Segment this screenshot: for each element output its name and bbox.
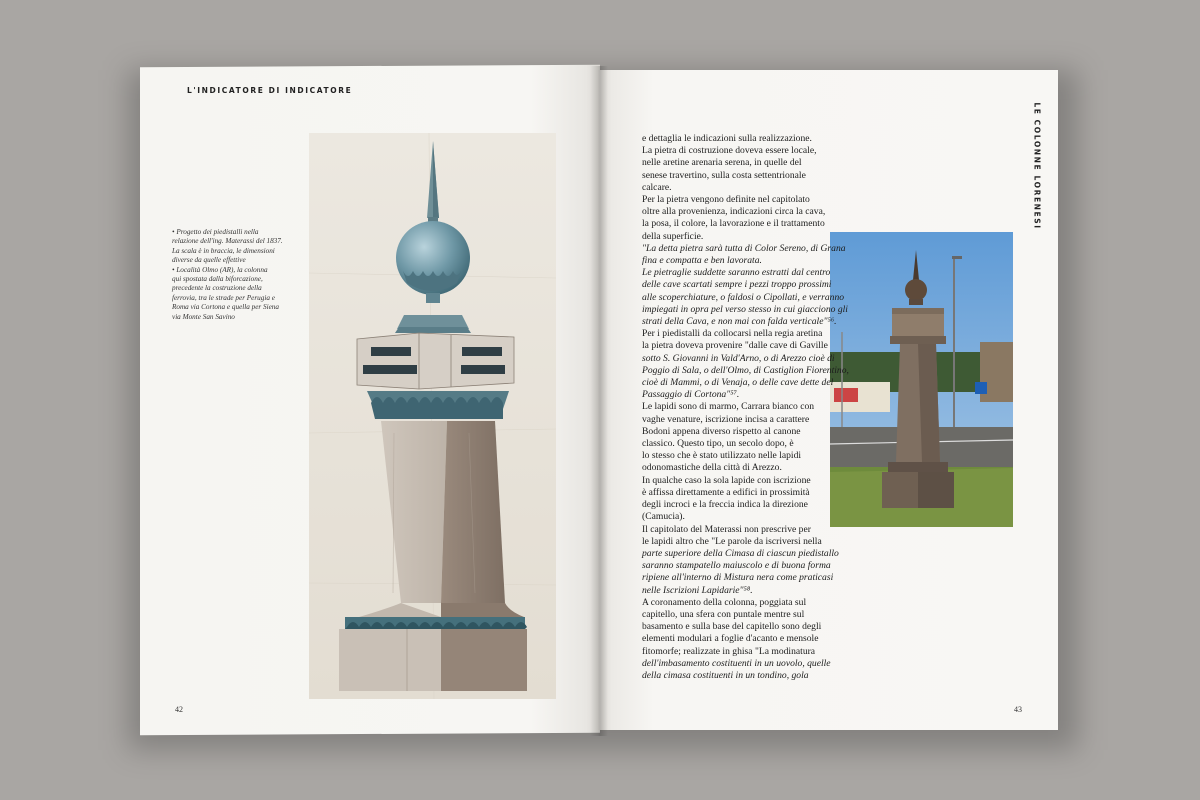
pedestal-drawing bbox=[309, 133, 556, 699]
text-line: impiegati in opra pel verso stesso in cui giacciono gli bbox=[642, 303, 848, 315]
text-line: "La detta pietra sarà tutta di Color Sereno, di Grana bbox=[642, 242, 846, 254]
text-line: parte superiore della Cimasa di ciascun piedistallo bbox=[642, 547, 839, 559]
text-line: basamento e sulla base del capitello sono degli bbox=[642, 621, 822, 633]
text-line: della cimasa costituenti in un tondino, gola bbox=[642, 669, 809, 681]
text-line: In qualche caso la sola lapide con iscrizione bbox=[642, 474, 811, 486]
running-head: L'INDICATORE DI INDICATORE bbox=[187, 86, 353, 95]
text-line: delle cave scartati sempre i pezzi troppo prossimi bbox=[642, 279, 832, 291]
caption-line: relazione dell'ing. Materassi del 1837. bbox=[172, 237, 283, 246]
caption-line: diverse da quelle effettive bbox=[172, 256, 246, 265]
text-line: sotto S. Giovanni in Vald'Arno, o di Arezzo cioè di bbox=[642, 352, 835, 364]
text-line: A coronamento della colonna, poggiata sul bbox=[642, 596, 807, 608]
caption-line: La scala è in braccia, le dimensioni bbox=[172, 246, 275, 255]
text-line: Il capitolato del Materassi non prescrive per bbox=[642, 523, 811, 535]
text-line: Per i piedistalli da collocarsi nella regia aretina bbox=[642, 328, 823, 340]
body-text bbox=[642, 133, 850, 682]
caption-line: qui spostata dalla biforcazione, bbox=[172, 275, 263, 284]
text-line: le lapidi altro che "Le parole da iscriversi nella bbox=[642, 535, 822, 547]
text-line: è affissa direttamente a edifici in prossimità bbox=[642, 486, 810, 498]
text-line: oltre alla provenienza, indicazioni circa la cava, bbox=[642, 206, 826, 218]
text-line: capitello, una sfera con puntale mentre sul bbox=[642, 608, 805, 620]
text-line: nelle Iscrizioni Lapidarie"⁵⁸. bbox=[642, 584, 753, 596]
text-line: calcare. bbox=[642, 181, 672, 193]
text-line: alle scoperchiature, o faldosi o Cipollati, e verranno bbox=[642, 291, 845, 303]
text-line: classico. Questo tipo, un secolo dopo, è bbox=[642, 438, 794, 450]
text-line: Le lapidi sono di marmo, Carrara bianco con bbox=[642, 401, 815, 413]
text-line: (Camucia). bbox=[642, 511, 685, 523]
book-gutter bbox=[590, 66, 608, 736]
caption-line: • Progetto dei piedistalli nella bbox=[172, 228, 259, 236]
side-running-head bbox=[1031, 86, 1043, 246]
text-line: lo stesso che è stato utilizzato nelle lapidi bbox=[642, 450, 802, 462]
text-line: Poggio di Sala, o dell'Olmo, di Castiglion Fiorentino, bbox=[642, 364, 849, 376]
text-line: odonomastiche della città di Arezzo. bbox=[642, 462, 782, 474]
caption-line: via Monte San Savino bbox=[172, 312, 235, 321]
caption-line: ferrovia, tra le strade per Perugia e bbox=[172, 293, 275, 302]
text-line: fina e compatta e ben lavorata. bbox=[642, 255, 762, 267]
text-line: vaghe venature, iscrizione incisa a carattere bbox=[642, 413, 810, 425]
page-number-right: 43 bbox=[1014, 705, 1022, 714]
text-line: degli incroci e la freccia indica la direzione bbox=[642, 499, 808, 511]
text-line: saranno stampatello maiuscolo e di buona forma bbox=[642, 560, 831, 572]
text-line: La pietra di costruzione doveva essere locale, bbox=[642, 145, 817, 157]
caption-line: • Località Olmo (AR), la colonna bbox=[172, 265, 268, 274]
text-line: la posa, il colore, la lavorazione e il trattamento bbox=[642, 218, 825, 230]
text-line: la pietra doveva provenire "dalle cave di Gaville bbox=[642, 340, 828, 352]
text-line: strati della Cava, e non mai con falda verticale"⁵⁶. bbox=[642, 316, 837, 328]
text-line: fitomorfe; realizzate in ghisa "La modinatura bbox=[642, 645, 816, 657]
text-line: Passaggio di Cortona"⁵⁷. bbox=[642, 389, 740, 401]
roadside-column-photo bbox=[830, 232, 1013, 527]
text-line: Per la pietra vengono definite nel capitolato bbox=[642, 194, 810, 206]
text-line: Bodoni appena diverso rispetto al canone bbox=[642, 425, 801, 437]
text-line: cioè di Mammi, o di Venaja, o delle cave dette del bbox=[642, 377, 834, 389]
text-line: dell'imbasamento costituenti in un uovolo, quelle bbox=[642, 657, 831, 669]
text-line: Le pietraglie suddette saranno estratti dal centro bbox=[642, 267, 831, 279]
figure-caption bbox=[172, 228, 304, 322]
side-head-text: LE COLONNE LORENESI bbox=[1032, 102, 1042, 230]
text-line: della superficie. bbox=[642, 230, 704, 242]
caption-line: precedente la costruzione della bbox=[172, 284, 262, 293]
text-line: e dettaglia le indicazioni sulla realizzazione. bbox=[642, 133, 812, 144]
text-line: elementi modulari a foglie d'acanto e mensole bbox=[642, 633, 819, 645]
page-number-left: 42 bbox=[175, 705, 183, 714]
text-line: nelle aretine arenaria serena, in quelle del bbox=[642, 157, 802, 169]
text-line: senese travertino, sulla costa settentrionale bbox=[642, 169, 806, 181]
text-line: ripiene all'interno di Mistura nera come praticasi bbox=[642, 572, 834, 584]
caption-line: Roma via Cortona e quella per Siena bbox=[172, 303, 279, 312]
